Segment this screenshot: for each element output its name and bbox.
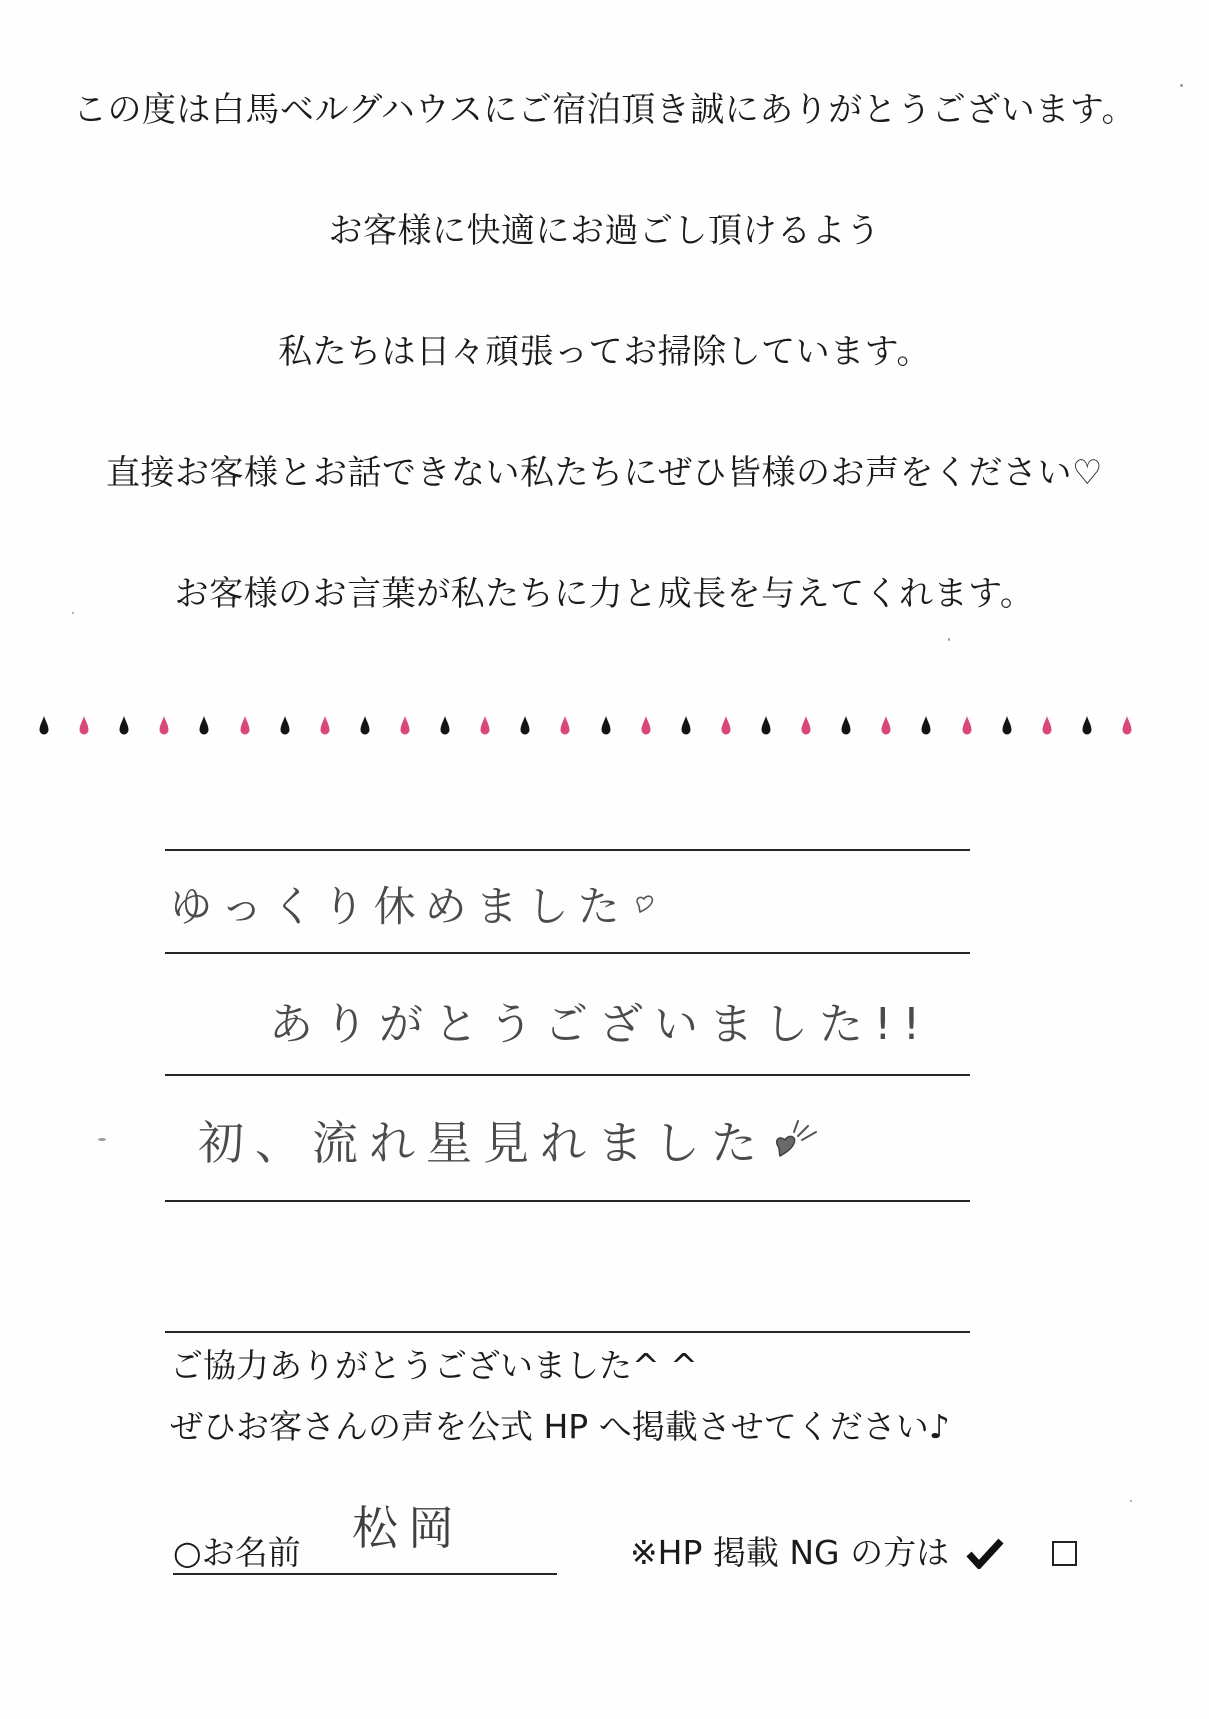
scan-speck xyxy=(98,1138,106,1141)
intro-line-4: 直接お客様とお話できない私たちにぜひ皆様のお声をください♡ xyxy=(106,453,1103,493)
check-mark-icon xyxy=(966,1537,1004,1569)
divider-drop xyxy=(440,716,450,736)
divider-drop xyxy=(360,716,370,736)
droplet-divider xyxy=(39,716,1132,736)
divider-drop xyxy=(560,716,570,736)
handwritten-comment-3: 初、流れ星見れました xyxy=(198,1116,768,1170)
comment-rule-1 xyxy=(165,849,970,851)
scan-speck xyxy=(72,612,74,614)
intro-line-1: この度は白馬ベルグハウスにご宿泊頂き誠にありがとうございます。 xyxy=(72,90,1137,130)
handwritten-name: 松岡 xyxy=(352,1501,464,1555)
thanks-text: ご協力ありがとうございました^ ^ xyxy=(170,1346,698,1385)
scan-speck xyxy=(1180,84,1183,87)
divider-drop xyxy=(841,716,851,736)
divider-drop xyxy=(962,716,972,736)
comment-rule-3 xyxy=(165,1074,970,1076)
intro-line-3: 私たちは日々頑張ってお掃除しています。 xyxy=(278,332,931,372)
divider-drop xyxy=(320,716,330,736)
divider-drop xyxy=(79,716,89,736)
divider-drop xyxy=(881,716,891,736)
divider-drop xyxy=(801,716,811,736)
divider-drop xyxy=(761,716,771,736)
divider-drop xyxy=(240,716,250,736)
handwritten-comment-1: ゆっくり休めました xyxy=(170,882,629,931)
divider-drop xyxy=(119,716,129,736)
divider-drop xyxy=(641,716,651,736)
divider-drop xyxy=(721,716,731,736)
intro-line-5: お客様のお言葉が私たちに力と成長を与えてくれます。 xyxy=(174,574,1035,614)
publish-request-text: ぜひお客さんの声を公式 HP へ掲載させてください♪ xyxy=(170,1407,950,1446)
scan-speck xyxy=(948,638,950,641)
comment-rule-5 xyxy=(165,1331,970,1333)
divider-drop xyxy=(39,716,49,736)
name-underline xyxy=(173,1573,557,1575)
handwritten-comment-2: ありがとうございました!! xyxy=(269,999,932,1050)
divider-drop xyxy=(921,716,931,736)
comment-rule-4 xyxy=(165,1200,970,1202)
divider-drop xyxy=(199,716,209,736)
divider-drop xyxy=(480,716,490,736)
divider-drop xyxy=(159,716,169,736)
heart-doodle-icon xyxy=(772,1118,822,1160)
hp-ng-label: ※HP 掲載 NG の方は xyxy=(630,1533,950,1572)
hp-ng-checkbox xyxy=(1052,1541,1077,1566)
divider-drop xyxy=(1082,716,1092,736)
divider-drop xyxy=(681,716,691,736)
scan-speck xyxy=(1130,1500,1132,1502)
divider-drop xyxy=(601,716,611,736)
divider-drop xyxy=(1042,716,1052,736)
comment-rule-2 xyxy=(165,952,970,954)
divider-drop xyxy=(280,716,290,736)
heart-doodle-icon xyxy=(634,893,662,915)
name-label: ○お名前 xyxy=(173,1533,301,1572)
intro-line-2: お客様に快適にお過ごし頂けるよう xyxy=(328,211,881,251)
divider-drop xyxy=(520,716,530,736)
divider-drop xyxy=(1002,716,1012,736)
divider-drop xyxy=(1122,716,1132,736)
divider-drop xyxy=(400,716,410,736)
